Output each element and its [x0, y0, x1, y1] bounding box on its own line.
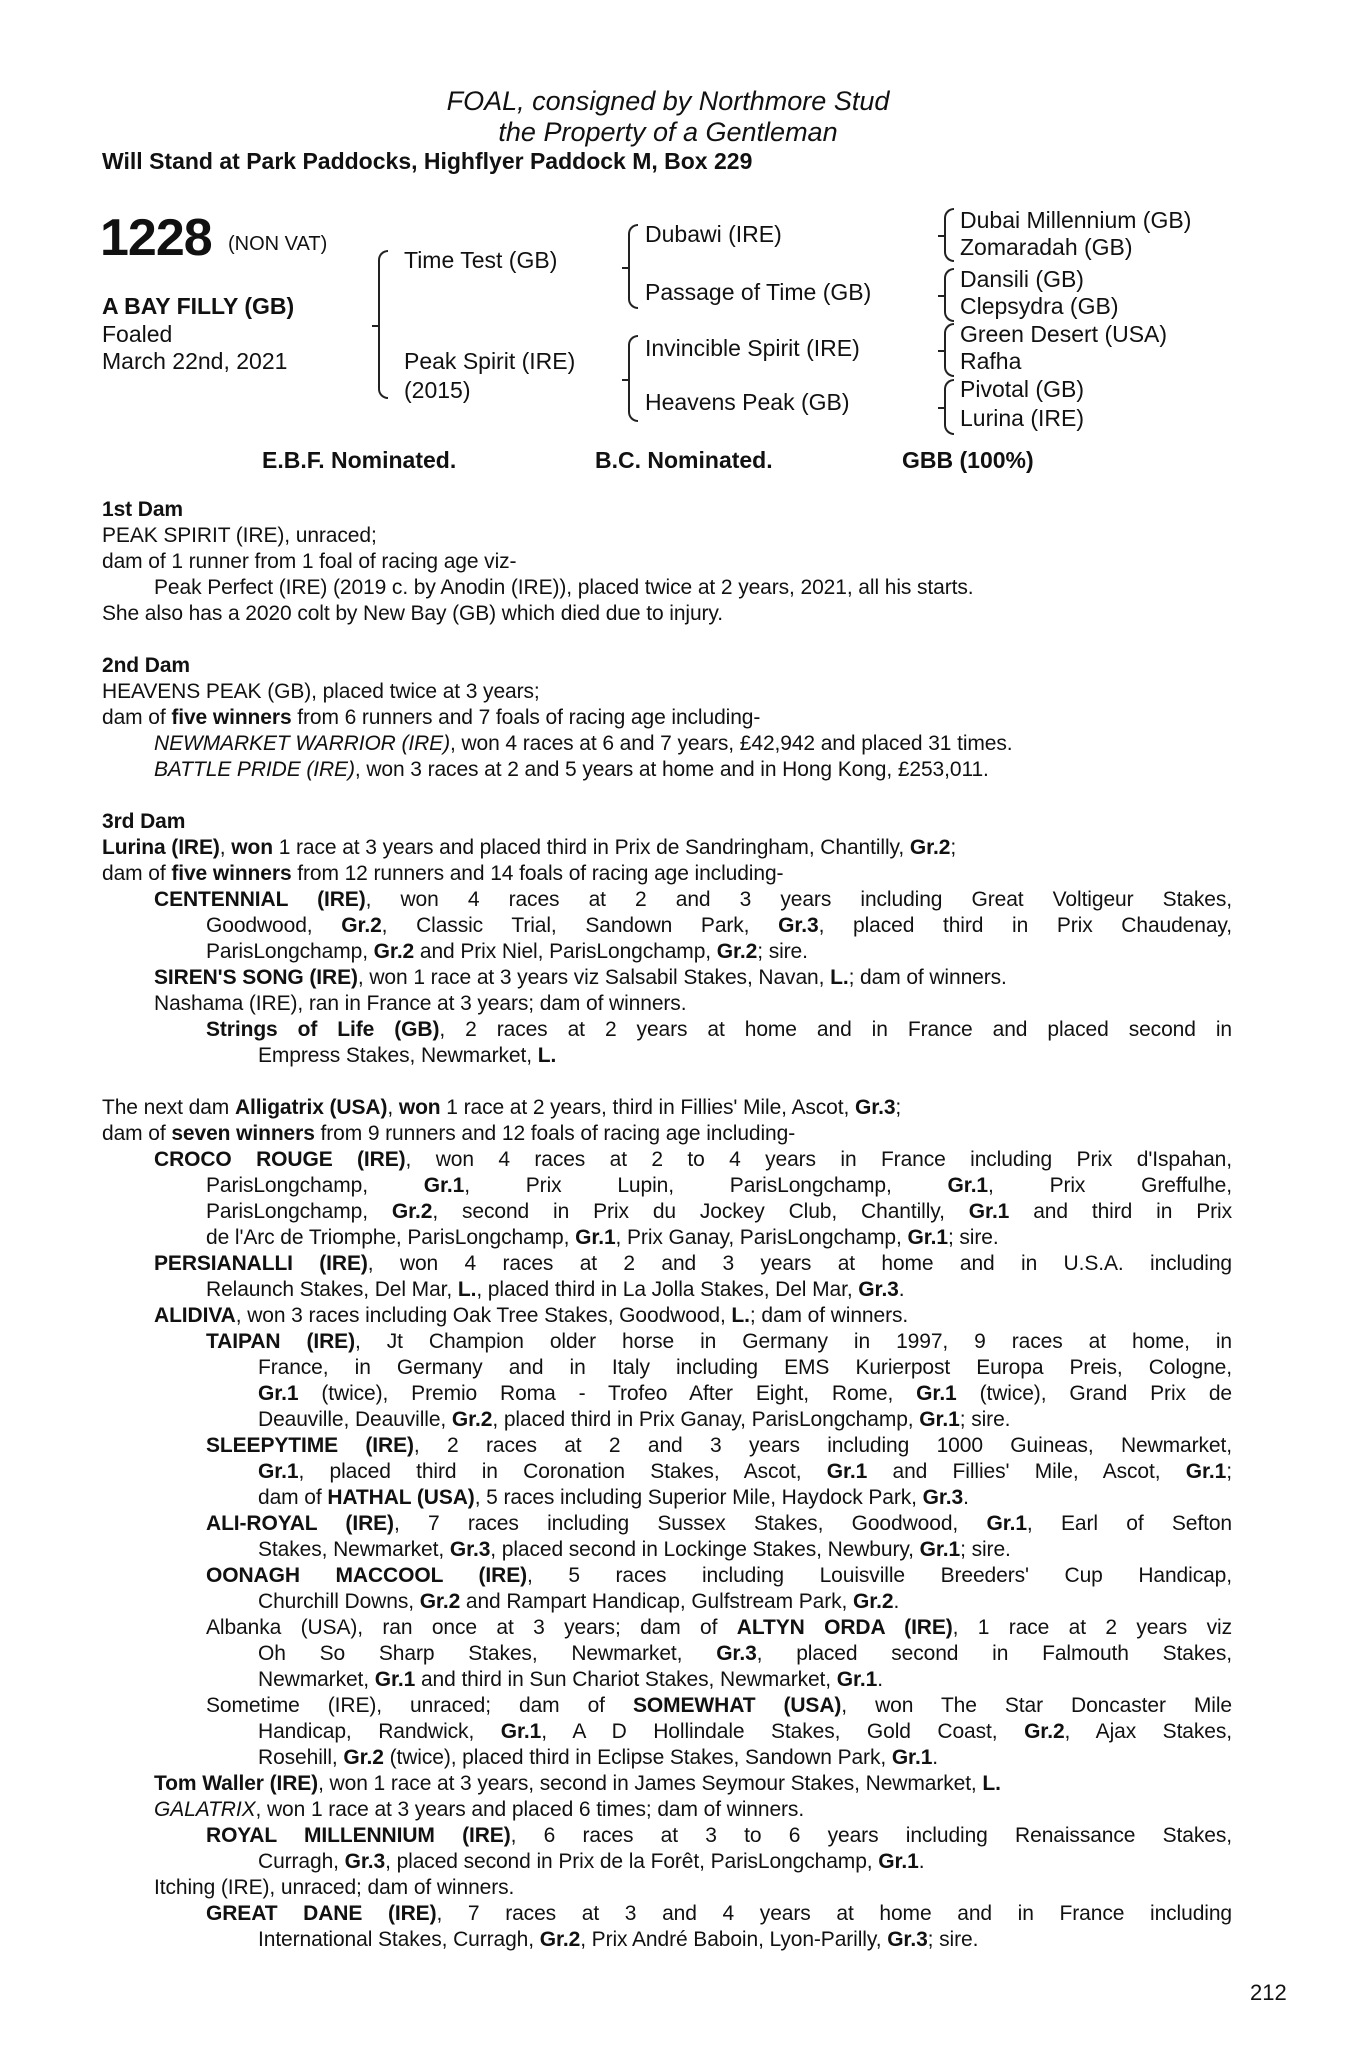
text: dam of — [102, 862, 172, 885]
text: . — [932, 1746, 939, 1769]
text-line — [102, 549, 1232, 575]
text: , won 3 races including Oak Tree Stakes, Goodwood, — [235, 1304, 732, 1327]
consignor-line: FOAL, consigned by Northmore Stud — [446, 86, 890, 116]
gbb-status: GBB (100%) — [902, 447, 1034, 473]
text: . — [918, 1850, 925, 1873]
text: Rosehill, — [258, 1746, 344, 1769]
text: , 5 races including Superior Mile, Haydock Park, — [474, 1486, 923, 1509]
pedigree-brace — [628, 335, 638, 422]
bold-text: Gr.3 — [344, 1850, 386, 1873]
text: ; sire. — [757, 940, 808, 963]
bold-text: Gr.3 — [449, 1538, 491, 1561]
text-line — [102, 653, 1232, 679]
text: , won 1 race at 3 years viz Salsabil Stakes, Navan, — [357, 966, 831, 989]
dam: Peak Spirit (IRE) — [404, 348, 576, 374]
text: ; sire. — [960, 1538, 1011, 1561]
text-line — [258, 1355, 1232, 1381]
vat-status: (NON VAT) — [228, 233, 328, 255]
pedigree-brace — [944, 268, 954, 322]
text: , won 4 races at 6 and 7 years, £42,942 and placed 31 times. — [449, 732, 1013, 755]
text: dam of 1 runner from 1 foal of racing age viz- — [102, 550, 517, 573]
text: dam of — [102, 1122, 172, 1145]
text-line — [102, 497, 1232, 523]
bold-text: Gr.1 — [907, 1226, 948, 1249]
text: Nashama (IRE), ran in France at 3 years; dam of winners. — [154, 992, 687, 1015]
italic-text: NEWMARKET WARRIOR (IRE) — [154, 732, 450, 755]
bold-text: L. — [982, 1772, 1001, 1795]
text: Stakes, Newmarket, — [258, 1538, 450, 1561]
text-line — [206, 1563, 1232, 1589]
text: ; — [950, 836, 957, 859]
text: ; — [1226, 1460, 1232, 1483]
text-line — [258, 1589, 1232, 1615]
text-line — [154, 731, 1232, 757]
text-line — [154, 1797, 1232, 1823]
text: , placed second in Prix de la Forêt, ParisLongchamp, — [385, 1850, 879, 1873]
text-line — [154, 1147, 1232, 1173]
bold-text: ALTYN ORDA (IRE) — [736, 1616, 953, 1639]
text-line — [154, 575, 1232, 601]
text-line — [102, 1121, 1232, 1147]
text-line — [206, 1199, 1232, 1225]
bold-text: Gr.1 — [968, 1200, 1010, 1223]
bold-text: Gr.2 — [451, 1408, 493, 1431]
bold-text: PERSIANALLI (IRE) — [154, 1252, 368, 1275]
ebf-nomination: E.B.F. Nominated. — [262, 447, 457, 473]
text: , won 4 races at 2 and 3 years including Great Voltigeur Stakes, — [365, 888, 1232, 911]
stand-location: Will Stand at Park Paddocks, Highflyer Paddock M, Box 229 — [102, 148, 753, 174]
bold-text: ALIDIVA — [154, 1304, 236, 1327]
text: ParisLongchamp, — [206, 1174, 424, 1197]
bold-text: Gr.1 — [919, 1538, 961, 1561]
text-line — [154, 1303, 1232, 1329]
text: . — [963, 1486, 969, 1509]
text: Newmarket, — [258, 1668, 375, 1691]
bold-text: Gr.1 — [500, 1720, 542, 1743]
text: , Earl of Sefton — [1026, 1512, 1232, 1535]
text-line — [102, 679, 1232, 705]
page-number: 212 — [1250, 1980, 1287, 2005]
text-line — [102, 1095, 1232, 1121]
bold-text: TAIPAN (IRE) — [206, 1330, 355, 1353]
text-line — [154, 757, 1232, 783]
bold-text: Lurina (IRE) — [102, 836, 220, 859]
text: , 2 races at 2 years at home and in France and placed second in — [439, 1018, 1232, 1041]
text: ; dam of winners. — [848, 966, 1007, 989]
text: (twice), placed third in Eclipse Stakes, Sandown Park, — [383, 1746, 892, 1769]
bold-text: 1st Dam — [102, 498, 184, 521]
text: Itching (IRE), unraced; dam of winners. — [154, 1876, 515, 1899]
text: , 6 races at 3 to 6 years including Renaissance Stakes, — [510, 1824, 1232, 1847]
text-line — [258, 1745, 1232, 1771]
bold-text: Gr.3 — [858, 1278, 899, 1301]
pedigree-brace — [628, 224, 638, 309]
bold-text: L. — [537, 1044, 557, 1067]
foaled-label: Foaled — [102, 321, 173, 347]
bold-text: Gr.2 — [539, 1928, 581, 1951]
text: , — [387, 1096, 399, 1119]
text-line — [102, 835, 1232, 861]
text-line — [258, 1641, 1232, 1667]
lot-title: A BAY FILLY (GB) — [102, 293, 295, 319]
bold-text: Gr.2 — [391, 1200, 433, 1223]
bold-text: Tom Waller (IRE) — [154, 1772, 319, 1795]
text: , Classic Trial, Sandown Park, — [381, 914, 779, 937]
bold-text: five winners — [171, 706, 292, 729]
bold-text: L. — [830, 966, 849, 989]
bold-text: Gr.1 — [836, 1668, 878, 1691]
text: , won 1 race at 3 years and placed 6 times; dam of winners. — [255, 1798, 805, 1821]
text-line — [206, 1615, 1232, 1641]
text-line — [206, 1901, 1232, 1927]
bold-text: Gr.2 — [909, 836, 951, 859]
bold-text: won — [231, 836, 273, 859]
text-line — [258, 1485, 1232, 1511]
ancestor: Lurina (IRE) — [960, 405, 1084, 431]
text: . — [893, 1590, 900, 1613]
text-line — [154, 887, 1232, 913]
text: , placed third in Coronation Stakes, Ascot, — [298, 1460, 827, 1483]
bold-text: Gr.2 — [716, 940, 758, 963]
bold-text: Alligatrix (USA) — [234, 1096, 388, 1119]
bold-text: Gr.2 — [419, 1590, 461, 1613]
bold-text: Gr.1 — [1185, 1460, 1227, 1483]
text-line — [258, 1459, 1232, 1485]
bold-text: Gr.3 — [854, 1096, 896, 1119]
bold-text: CROCO ROUGE (IRE) — [154, 1148, 406, 1171]
bold-text: Gr.1 — [423, 1174, 465, 1197]
text: Curragh, — [258, 1850, 345, 1873]
text: , 2 races at 2 and 3 years including 1000 Guineas, Newmarket, — [413, 1434, 1232, 1457]
pedigree-brace — [944, 379, 954, 435]
text-line — [154, 991, 1232, 1017]
text: International Stakes, Curragh, — [258, 1928, 540, 1951]
text-line — [102, 861, 1232, 887]
text: , won The Star Doncaster Mile — [841, 1694, 1232, 1717]
bold-text: Gr.2 — [341, 914, 382, 937]
text-line — [258, 1407, 1232, 1433]
ancestor: Dubai Millennium (GB) — [960, 207, 1192, 233]
bold-text: Gr.1 — [258, 1460, 299, 1483]
text: , placed second in Lockinge Stakes, Newbury, — [490, 1538, 920, 1561]
bold-text: ALI-ROYAL (IRE) — [206, 1512, 394, 1535]
text-line — [258, 1381, 1232, 1407]
text: Empress Stakes, Newmarket, — [258, 1044, 538, 1067]
dam-year: (2015) — [404, 377, 471, 403]
text: , 1 race at 2 years viz — [952, 1616, 1232, 1639]
text: Relaunch Stakes, Del Mar, — [206, 1278, 458, 1301]
bold-text: GREAT DANE (IRE) — [206, 1902, 437, 1925]
italic-text: BATTLE PRIDE (IRE) — [154, 758, 355, 781]
bold-text: HATHAL (USA) — [327, 1486, 475, 1509]
text-line — [206, 1511, 1232, 1537]
text: PEAK SPIRIT (IRE), unraced; — [102, 524, 377, 547]
text-line — [206, 1823, 1232, 1849]
text: She also has a 2020 colt by New Bay (GB) which died due to injury. — [102, 602, 724, 625]
text: and third in Prix — [1009, 1200, 1232, 1223]
bold-text: Gr.3 — [716, 1642, 757, 1665]
text: , placed second in Falmouth Stakes, — [756, 1642, 1232, 1665]
text: Albanka (USA), ran once at 3 years; dam of — [206, 1616, 737, 1639]
foaled-date: March 22nd, 2021 — [102, 348, 288, 374]
ancestor: Clepsydra (GB) — [960, 293, 1119, 319]
text: , Prix Ganay, ParisLongchamp, — [615, 1226, 908, 1249]
bold-text: Gr.1 — [878, 1850, 919, 1873]
text: , 7 races including Sussex Stakes, Goodwood, — [393, 1512, 987, 1535]
bold-text: Gr.1 — [258, 1382, 299, 1405]
bold-text: SIREN'S SONG (IRE) — [154, 966, 358, 989]
text-line — [258, 1537, 1232, 1563]
pedigree-brace — [944, 323, 954, 377]
text: (twice), Premio Roma - Trofeo After Eight, Rome, — [298, 1382, 917, 1405]
text: , placed third in Prix Chaudenay, — [818, 914, 1232, 937]
text-line — [154, 965, 1232, 991]
text: , won 1 race at 3 years, second in James Seymour Stakes, Newmarket, — [318, 1772, 983, 1795]
text: de l'Arc de Triomphe, ParisLongchamp, — [206, 1226, 576, 1249]
text-line — [258, 1667, 1232, 1693]
bold-text: SOMEWHAT (USA) — [632, 1694, 842, 1717]
text-line — [102, 809, 1232, 835]
bold-text: L. — [457, 1278, 477, 1301]
bold-text: Gr.1 — [826, 1460, 868, 1483]
text: , won 3 races at 2 and 5 years at home and in Hong Kong, £253,011. — [354, 758, 989, 781]
ancestor: Pivotal (GB) — [960, 376, 1084, 402]
text-line — [206, 1329, 1232, 1355]
bold-text: Gr.1 — [374, 1668, 416, 1691]
bold-text: Gr.1 — [575, 1226, 616, 1249]
text: ParisLongchamp, — [206, 1200, 392, 1223]
text: (twice), Grand Prix de — [956, 1382, 1232, 1405]
text: ; sire. — [947, 1226, 999, 1249]
text-line — [154, 1875, 1232, 1901]
text: The next dam — [102, 1096, 235, 1119]
text-line — [102, 523, 1232, 549]
bold-text: Gr.2 — [373, 940, 415, 963]
text: , Ajax Stakes, — [1064, 1720, 1232, 1743]
ancestor: Rafha — [960, 348, 1022, 374]
text: , 7 races at 3 and 4 years at home and in France including — [436, 1902, 1232, 1925]
text: from 12 runners and 14 foals of racing age including- — [291, 862, 784, 885]
text: France, in Germany and in Italy including EMS Kurierpost Europa Preis, Cologne, — [258, 1356, 1232, 1379]
text: dam of — [102, 706, 172, 729]
sire-sire: Dubawi (IRE) — [645, 221, 782, 247]
sire: Time Test (GB) — [404, 247, 558, 273]
ancestor: Dansili (GB) — [960, 266, 1084, 292]
text: 1 race at 2 years, third in Fillies' Mile, Ascot, — [440, 1096, 855, 1119]
bold-text: Gr.1 — [919, 1408, 960, 1431]
text: and Rampart Handicap, Gulfstream Park, — [460, 1590, 853, 1613]
text-line — [258, 1849, 1232, 1875]
text: , won 4 races at 2 to 4 years in France including Prix d'Ispahan, — [405, 1148, 1232, 1171]
sire-dam: Passage of Time (GB) — [645, 279, 872, 305]
text: , won 4 races at 2 and 3 years at home and in U.S.A. including — [367, 1252, 1233, 1275]
text-line — [206, 939, 1232, 965]
text-line — [102, 627, 1232, 653]
text: , placed third in Prix Ganay, ParisLongchamp, — [492, 1408, 920, 1431]
bold-text: L. — [731, 1304, 750, 1327]
bc-nomination: B.C. Nominated. — [595, 447, 773, 473]
text: . — [898, 1278, 905, 1301]
text-line — [206, 1433, 1232, 1459]
bold-text: Gr.2 — [1024, 1720, 1065, 1743]
bold-text: SLEEPYTIME (IRE) — [206, 1434, 414, 1457]
text: , second in Prix du Jockey Club, Chantilly, — [432, 1200, 969, 1223]
dam-dam: Heavens Peak (GB) — [645, 389, 850, 415]
text-line — [102, 601, 1232, 627]
text: Goodwood, — [206, 914, 342, 937]
ancestor: Green Desert (USA) — [960, 321, 1168, 347]
text: and Prix Niel, ParisLongchamp, — [414, 940, 717, 963]
text: , 5 races including Louisville Breeders' Cup Handicap, — [527, 1564, 1232, 1587]
bold-text: Gr.3 — [778, 914, 819, 937]
text: and Fillies' Mile, Ascot, — [867, 1460, 1186, 1483]
property-line: the Property of a Gentleman — [498, 117, 838, 147]
text: ; dam of winners. — [749, 1304, 909, 1327]
text: Sometime (IRE), unraced; dam of — [206, 1694, 633, 1717]
bold-text: Gr.1 — [891, 1746, 933, 1769]
ancestor: Zomaradah (GB) — [960, 234, 1133, 260]
text: from 9 runners and 12 foals of racing age including- — [314, 1122, 796, 1145]
text-line — [206, 1225, 1232, 1251]
bold-text: Gr.3 — [887, 1928, 928, 1951]
text: . — [877, 1668, 883, 1691]
italic-text: GALATRIX — [154, 1798, 256, 1821]
text: Deauville, Deauville, — [258, 1408, 452, 1431]
bold-text: Gr.1 — [916, 1382, 957, 1405]
text: , Jt Champion older horse in Germany in 1997, 9 races at home, in — [354, 1330, 1232, 1353]
bold-text: CENTENNIAL (IRE) — [154, 888, 366, 911]
pedigree-brace — [944, 208, 954, 262]
text-line — [102, 783, 1232, 809]
text-line — [102, 705, 1232, 731]
bold-text: ROYAL MILLENNIUM (IRE) — [206, 1824, 511, 1847]
text: ; — [895, 1096, 902, 1119]
text-line — [206, 1277, 1232, 1303]
text: , placed third in La Jolla Stakes, Del Mar, — [476, 1278, 859, 1301]
bold-text: won — [398, 1096, 441, 1119]
text-line — [206, 913, 1232, 939]
text: and third in Sun Chariot Stakes, Newmarket, — [415, 1668, 837, 1691]
text: , A D Hollindale Stakes, Gold Coast, — [541, 1720, 1025, 1743]
bold-text: Gr.2 — [343, 1746, 384, 1769]
bold-text: Gr.3 — [922, 1486, 964, 1509]
text: from 6 runners and 7 foals of racing age including- — [291, 706, 761, 729]
produce-record — [0, 497, 1346, 1953]
bold-text: 2nd Dam — [102, 654, 190, 677]
text-line — [102, 1069, 1232, 1095]
text: , Prix André Baboin, Lyon-Parilly, — [580, 1928, 888, 1951]
bold-text: Gr.1 — [986, 1512, 1027, 1535]
bold-text: OONAGH MACCOOL (IRE) — [206, 1564, 528, 1587]
text-line — [258, 1927, 1232, 1953]
pedigree-brace — [378, 250, 388, 399]
bold-text: seven winners — [171, 1122, 315, 1145]
lot-number: 1228 — [100, 209, 212, 267]
text-line — [206, 1017, 1232, 1043]
text: Handicap, Randwick, — [258, 1720, 501, 1743]
text: ; sire. — [959, 1408, 1011, 1431]
text: Churchill Downs, — [258, 1590, 420, 1613]
text: HEAVENS PEAK (GB), placed twice at 3 years; — [102, 680, 540, 703]
text: Oh So Sharp Stakes, Newmarket, — [258, 1642, 717, 1665]
bold-text: 3rd Dam — [102, 810, 186, 833]
text-line — [206, 1173, 1232, 1199]
dam-sire: Invincible Spirit (IRE) — [645, 335, 860, 361]
text: 1 race at 3 years and placed third in Prix de Sandringham, Chantilly, — [272, 836, 910, 859]
bold-text: Gr.2 — [853, 1590, 894, 1613]
text: ; sire. — [927, 1928, 979, 1951]
text: Peak Perfect (IRE) (2019 c. by Anodin (IRE)), placed twice at 2 years, 2021, all his starts. — [154, 576, 974, 599]
text-line — [154, 1251, 1232, 1277]
text-line — [258, 1043, 1232, 1069]
text: , Prix Greffulhe, — [988, 1174, 1232, 1197]
text-line — [258, 1719, 1232, 1745]
bold-text: Gr.1 — [947, 1174, 989, 1197]
text: , — [219, 836, 232, 859]
bold-text: Strings of Life (GB) — [206, 1018, 440, 1041]
text: ParisLongchamp, — [206, 940, 374, 963]
text: , Prix Lupin, ParisLongchamp, — [464, 1174, 948, 1197]
bold-text: five winners — [171, 862, 292, 885]
text-line — [206, 1693, 1232, 1719]
text: dam of — [258, 1486, 328, 1509]
text-line — [154, 1771, 1232, 1797]
